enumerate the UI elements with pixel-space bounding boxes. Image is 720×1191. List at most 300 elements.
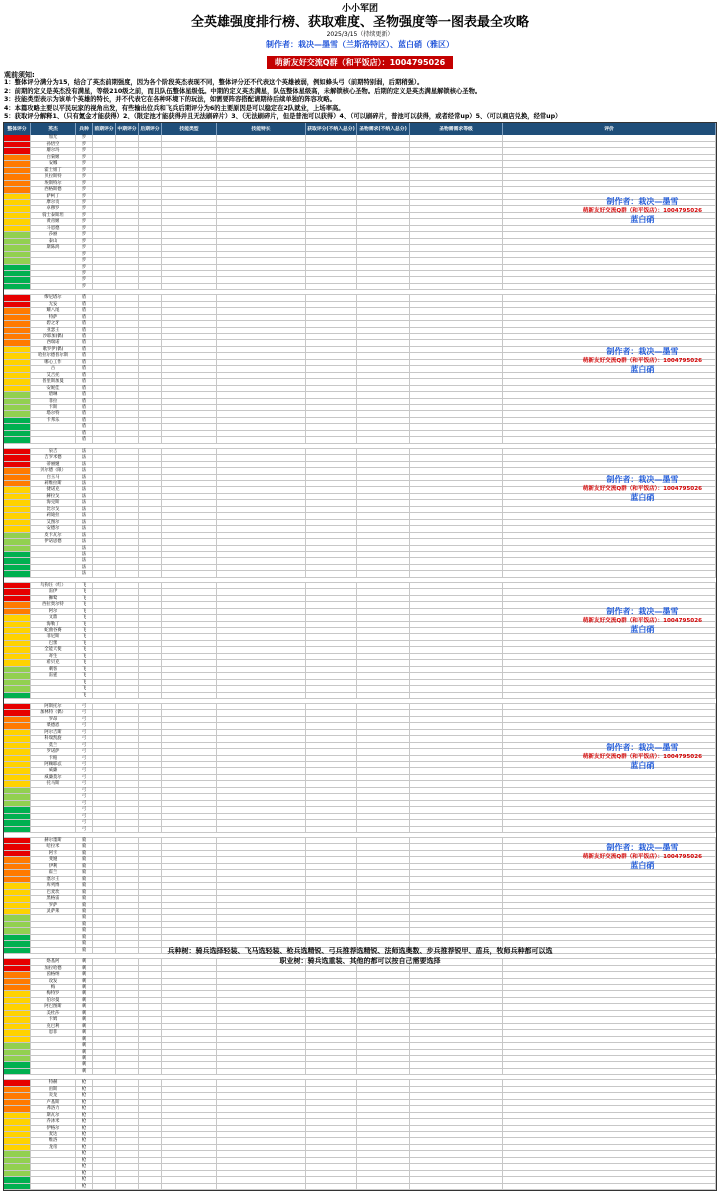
- table-cell: [116, 1171, 139, 1176]
- table-cell: [306, 749, 357, 754]
- table-cell: [503, 302, 716, 307]
- overall-score-cell: [4, 596, 31, 601]
- table-cell: [410, 194, 503, 199]
- table-cell: [116, 991, 139, 996]
- table-cell: [116, 392, 139, 397]
- table-cell: [139, 915, 162, 920]
- watermark-line: 蓝白硝: [630, 861, 655, 871]
- table-cell: [162, 788, 217, 793]
- table-cell: [306, 226, 357, 231]
- table-cell: [217, 455, 306, 460]
- table-cell: [162, 1011, 217, 1016]
- table-cell: [306, 756, 357, 761]
- table-cell: [93, 558, 116, 563]
- table-cell: [217, 373, 306, 378]
- hero-name-cell: 伯尔曼: [31, 998, 76, 1003]
- hero-name-cell: 雷霆: [31, 673, 76, 678]
- table-cell: [217, 979, 306, 984]
- table-cell: [162, 340, 217, 345]
- table-cell: [93, 1164, 116, 1169]
- table-cell: [162, 360, 217, 365]
- table-cell: [139, 935, 162, 940]
- table-cell: [306, 366, 357, 371]
- overall-score-cell: [4, 405, 31, 410]
- table-cell: [162, 1062, 217, 1067]
- class-cell: 法: [76, 487, 93, 492]
- table-cell: [410, 468, 503, 473]
- table-cell: [410, 596, 503, 601]
- table-cell: [503, 194, 716, 199]
- table-cell: [162, 308, 217, 313]
- table-cell: [162, 1100, 217, 1105]
- table-cell: [503, 1138, 716, 1143]
- table-cell: [217, 533, 306, 538]
- table-cell: [410, 838, 503, 843]
- overall-score-cell: [4, 838, 31, 843]
- table-cell: [503, 449, 716, 454]
- table-cell: [162, 851, 217, 856]
- table-cell: [139, 1100, 162, 1105]
- table-cell: [410, 181, 503, 186]
- table-cell: [357, 634, 410, 639]
- table-cell: [139, 794, 162, 799]
- table-cell: [306, 641, 357, 646]
- table-cell: [217, 609, 306, 614]
- table-cell: [217, 1164, 306, 1169]
- table-cell: [357, 155, 410, 160]
- table-cell: [93, 194, 116, 199]
- class-cell: 步: [76, 265, 93, 270]
- table-cell: [503, 857, 716, 862]
- table-cell: [116, 775, 139, 780]
- table-cell: [162, 232, 217, 237]
- class-cell: 骑: [76, 948, 93, 953]
- table-cell: [306, 513, 357, 518]
- table-cell: [410, 258, 503, 263]
- table-cell: [93, 838, 116, 843]
- table-cell: [357, 1100, 410, 1105]
- table-cell: [116, 736, 139, 741]
- table-cell: [139, 602, 162, 607]
- table-cell: [217, 265, 306, 270]
- overall-score-cell: [4, 539, 31, 544]
- hero-name-cell: 西瑞诺: [31, 340, 76, 345]
- table-cell: [162, 277, 217, 282]
- hero-name-cell: [31, 1158, 76, 1163]
- table-cell: [306, 781, 357, 786]
- table-cell: [357, 161, 410, 166]
- class-cell: 盾: [76, 360, 93, 365]
- overall-score-cell: [4, 552, 31, 557]
- table-cell: [162, 844, 217, 849]
- table-cell: [162, 239, 217, 244]
- table-cell: [93, 437, 116, 442]
- table-cell: [306, 686, 357, 691]
- table-cell: [139, 366, 162, 371]
- overall-score-cell: [4, 271, 31, 276]
- hero-name-cell: 寄生: [31, 654, 76, 659]
- table-cell: [162, 870, 217, 875]
- class-cell: 弓: [76, 775, 93, 780]
- class-cell: 盾: [76, 405, 93, 410]
- table-cell: [217, 558, 306, 563]
- table-cell: [503, 1080, 716, 1085]
- table-cell: [116, 194, 139, 199]
- table-cell: [139, 890, 162, 895]
- table-cell: [217, 194, 306, 199]
- table-cell: [357, 1132, 410, 1137]
- table-cell: [93, 373, 116, 378]
- overall-score-cell: [4, 424, 31, 429]
- table-cell: [357, 801, 410, 806]
- table-cell: [93, 756, 116, 761]
- table-cell: [410, 736, 503, 741]
- table-cell: [139, 966, 162, 971]
- overall-score-cell: [4, 1080, 31, 1085]
- hero-name-cell: 西拉奥尔特: [31, 602, 76, 607]
- table-cell: [139, 622, 162, 627]
- table-cell: [410, 1164, 503, 1169]
- table-cell: [503, 838, 716, 843]
- table-cell: [139, 148, 162, 153]
- table-cell: [306, 1037, 357, 1042]
- class-cell: 法: [76, 500, 93, 505]
- table-cell: [410, 647, 503, 652]
- class-cell: 枪: [76, 1093, 93, 1098]
- table-cell: [217, 827, 306, 832]
- table-cell: [139, 985, 162, 990]
- table-cell: [306, 1069, 357, 1074]
- table-cell: [217, 252, 306, 257]
- overall-score-cell: [4, 622, 31, 627]
- table-cell: [306, 1017, 357, 1022]
- table-cell: [410, 1184, 503, 1189]
- table-cell: [93, 615, 116, 620]
- table-cell: [217, 935, 306, 940]
- table-cell: [139, 857, 162, 862]
- table-cell: [503, 494, 716, 499]
- table-cell: [93, 775, 116, 780]
- table-cell: [306, 1184, 357, 1189]
- table-cell: [116, 1164, 139, 1169]
- table-cell: [217, 1050, 306, 1055]
- table-cell: [217, 245, 306, 250]
- table-cell: [139, 321, 162, 326]
- table-cell: [162, 622, 217, 627]
- table-cell: [503, 736, 716, 741]
- table-cell: [139, 1113, 162, 1118]
- table-cell: [162, 641, 217, 646]
- table-cell: [217, 321, 306, 326]
- class-cell: 飞: [76, 615, 93, 620]
- overall-score-cell: [4, 161, 31, 166]
- overall-score-cell: [4, 827, 31, 832]
- watermark-line: 制作者：栽决—墨雪: [606, 197, 679, 207]
- table-cell: [93, 851, 116, 856]
- overall-score-cell: [4, 334, 31, 339]
- table-cell: [162, 500, 217, 505]
- table-cell: [357, 200, 410, 205]
- overall-score-cell: [4, 168, 31, 173]
- table-cell: [357, 1080, 410, 1085]
- table-cell: [116, 788, 139, 793]
- table-cell: [116, 258, 139, 263]
- table-cell: [162, 174, 217, 179]
- table-cell: [93, 455, 116, 460]
- table-cell: [357, 768, 410, 773]
- table-cell: [162, 634, 217, 639]
- table-cell: [410, 844, 503, 849]
- table-cell: [139, 628, 162, 633]
- table-cell: [139, 870, 162, 875]
- table-cell: [162, 379, 217, 384]
- overall-score-cell: [4, 284, 31, 289]
- table-cell: [139, 768, 162, 773]
- table-cell: [217, 1177, 306, 1182]
- table-cell: [139, 161, 162, 166]
- table-cell: [306, 991, 357, 996]
- table-cell: [357, 308, 410, 313]
- table-cell: [139, 801, 162, 806]
- table-cell: [410, 723, 503, 728]
- table-cell: [503, 1069, 716, 1074]
- table-cell: [93, 1158, 116, 1163]
- table-cell: [162, 565, 217, 570]
- table-cell: [93, 857, 116, 862]
- table-cell: [139, 265, 162, 270]
- class-cell: 枪: [76, 1126, 93, 1131]
- table-cell: [139, 181, 162, 186]
- table-cell: [162, 424, 217, 429]
- table-cell: [410, 641, 503, 646]
- table-cell: [503, 1030, 716, 1035]
- table-cell: [162, 723, 217, 728]
- table-cell: [217, 1145, 306, 1150]
- table-cell: [503, 399, 716, 404]
- table-cell: [357, 589, 410, 594]
- table-cell: [357, 258, 410, 263]
- class-cell: 刺: [76, 1030, 93, 1035]
- overall-score-cell: [4, 768, 31, 773]
- hero-name-cell: 耀八尾: [31, 308, 76, 313]
- table-cell: [217, 641, 306, 646]
- table-cell: [357, 142, 410, 147]
- table-cell: [410, 928, 503, 933]
- table-cell: [162, 1043, 217, 1048]
- table-cell: [217, 801, 306, 806]
- table-cell: [93, 641, 116, 646]
- watermark-line: 制作者：栽决—墨雪: [606, 475, 679, 485]
- table-cell: [116, 219, 139, 224]
- table-cell: [306, 232, 357, 237]
- hero-name-cell: 梅: [31, 985, 76, 990]
- class-cell: 刺: [76, 959, 93, 964]
- hero-name-cell: 孙悟空: [31, 142, 76, 147]
- hero-name-cell: 文鼎: [31, 615, 76, 620]
- table-cell: [139, 1017, 162, 1022]
- table-cell: [306, 998, 357, 1003]
- table-cell: [410, 922, 503, 927]
- table-cell: [139, 526, 162, 531]
- table-cell: [162, 820, 217, 825]
- hero-name-cell: 哪心工作: [31, 360, 76, 365]
- table-cell: [410, 602, 503, 607]
- table-cell: [139, 1087, 162, 1092]
- table-cell: [116, 654, 139, 659]
- table-cell: [116, 284, 139, 289]
- table-cell: [139, 596, 162, 601]
- hero-name-cell: 白菊姬: [31, 155, 76, 160]
- table-cell: [306, 462, 357, 467]
- class-cell: 步: [76, 245, 93, 250]
- table-cell: [139, 877, 162, 882]
- table-cell: [306, 360, 357, 365]
- table-cell: [93, 844, 116, 849]
- table-cell: [410, 1011, 503, 1016]
- overall-score-cell: [4, 558, 31, 563]
- table-cell: [116, 768, 139, 773]
- table-cell: [162, 628, 217, 633]
- hero-name-cell: 安妮佳: [31, 386, 76, 391]
- table-cell: [503, 424, 716, 429]
- table-cell: [93, 807, 116, 812]
- table-cell: [217, 890, 306, 895]
- table-cell: [503, 781, 716, 786]
- overall-score-cell: [4, 915, 31, 920]
- table-cell: [93, 1093, 116, 1098]
- table-cell: [162, 609, 217, 614]
- table-cell: [503, 1043, 716, 1048]
- hero-name-cell: [31, 284, 76, 289]
- table-cell: [306, 985, 357, 990]
- watermark-line: 萌新友好交流Q群（和平饭店）：1004795026: [582, 618, 702, 625]
- overall-score-cell: [4, 814, 31, 819]
- table-cell: [306, 308, 357, 313]
- table-cell: [357, 353, 410, 358]
- table-cell: [139, 437, 162, 442]
- hero-name-cell: 捷诺克: [31, 487, 76, 492]
- table-cell: [503, 1164, 716, 1169]
- table-cell: [503, 386, 716, 391]
- table-cell: [410, 245, 503, 250]
- watermark-line: 蓝白硝: [630, 625, 655, 635]
- table-cell: [503, 1106, 716, 1111]
- table-cell: [93, 353, 116, 358]
- table-cell: [93, 801, 116, 806]
- table-cell: [139, 219, 162, 224]
- table-cell: [116, 730, 139, 735]
- table-cell: [93, 1037, 116, 1042]
- overall-score-cell: [4, 1106, 31, 1111]
- table-cell: [93, 935, 116, 940]
- overall-score-cell: [4, 1087, 31, 1092]
- table-cell: [357, 187, 410, 192]
- hero-name-cell: [31, 1177, 76, 1182]
- table-cell: [162, 1069, 217, 1074]
- table-cell: [357, 148, 410, 153]
- table-cell: [503, 1171, 716, 1176]
- table-cell: [357, 1113, 410, 1118]
- table-cell: [357, 539, 410, 544]
- table-cell: [217, 647, 306, 652]
- table-cell: [410, 1037, 503, 1042]
- class-cell: 弓: [76, 704, 93, 709]
- table-cell: [116, 360, 139, 365]
- table-cell: [217, 583, 306, 588]
- hero-name-cell: [31, 788, 76, 793]
- table-cell: [116, 820, 139, 825]
- table-cell: [503, 877, 716, 882]
- table-cell: [410, 500, 503, 505]
- overall-score-cell: [4, 340, 31, 345]
- table-cell: [217, 634, 306, 639]
- table-cell: [306, 922, 357, 927]
- overall-score-cell: [4, 628, 31, 633]
- hero-name-cell: 卓穆罗: [31, 206, 76, 211]
- table-cell: [93, 890, 116, 895]
- table-cell: [116, 1050, 139, 1055]
- overall-score-cell: [4, 723, 31, 728]
- table-cell: [503, 468, 716, 473]
- table-cell: [139, 302, 162, 307]
- table-cell: [357, 379, 410, 384]
- table-cell: [139, 520, 162, 525]
- table-cell: [217, 295, 306, 300]
- hero-name-cell: 菜德恩: [31, 723, 76, 728]
- table-cell: [306, 864, 357, 869]
- table-cell: [116, 252, 139, 257]
- overall-score-cell: [4, 1037, 31, 1042]
- table-cell: [503, 693, 716, 698]
- table-cell: [503, 628, 716, 633]
- table-cell: [410, 851, 503, 856]
- table-cell: [139, 1177, 162, 1182]
- table-cell: [139, 1106, 162, 1111]
- table-cell: [306, 915, 357, 920]
- table-cell: [306, 284, 357, 289]
- table-cell: [217, 277, 306, 282]
- table-cell: [306, 1056, 357, 1061]
- table-cell: [139, 781, 162, 786]
- overall-score-cell: [4, 533, 31, 538]
- table-cell: [503, 181, 716, 186]
- class-cell: 盾: [76, 308, 93, 313]
- table-cell: [93, 667, 116, 672]
- table-cell: [410, 1151, 503, 1156]
- table-cell: [139, 565, 162, 570]
- table-cell: [93, 909, 116, 914]
- table-cell: [357, 399, 410, 404]
- table-cell: [357, 838, 410, 843]
- class-cell: 骑: [76, 909, 93, 914]
- table-cell: [93, 187, 116, 192]
- table-cell: [306, 219, 357, 224]
- table-cell: [116, 468, 139, 473]
- table-cell: [503, 295, 716, 300]
- hero-name-cell: [31, 1151, 76, 1156]
- class-cell: 步: [76, 284, 93, 289]
- table-cell: [116, 693, 139, 698]
- table-cell: [116, 1151, 139, 1156]
- table-cell: [139, 424, 162, 429]
- table-cell: [503, 622, 716, 627]
- table-cell: [357, 935, 410, 940]
- table-cell: [410, 801, 503, 806]
- class-cell: 盾: [76, 302, 93, 307]
- table-cell: [306, 431, 357, 436]
- hero-name-cell: [31, 801, 76, 806]
- table-cell: [162, 392, 217, 397]
